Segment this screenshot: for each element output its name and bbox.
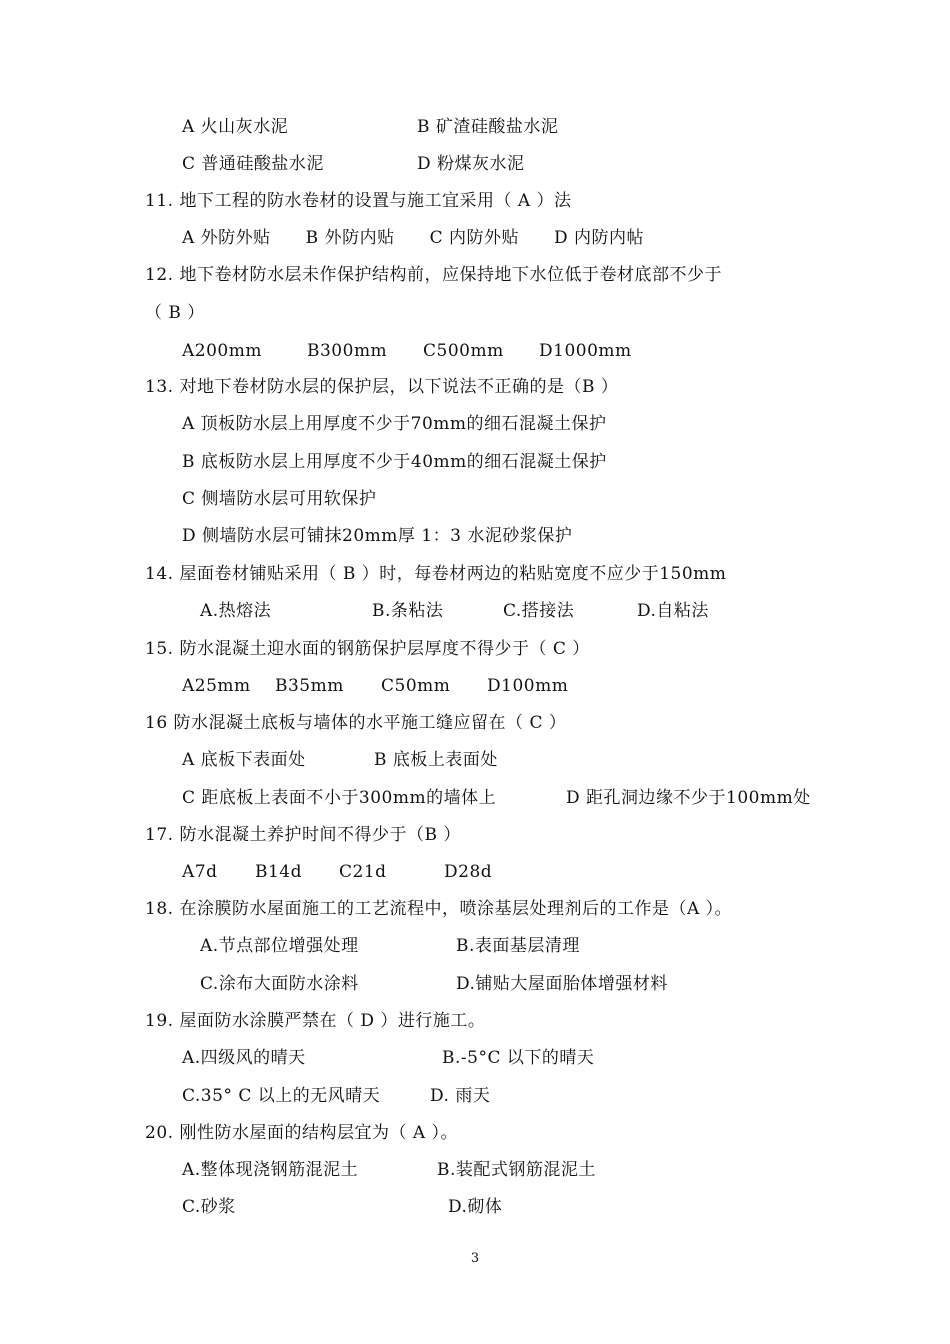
q13-option-a: A 顶板防水层上用厚度不少于70mm的细石混凝土保护 xyxy=(182,414,607,434)
q19-stem: 19. 屋面防水涂膜严禁在（ D ）进行施工。 xyxy=(145,1011,486,1031)
q11-options: A 外防外贴 B 外防内贴 C 内防外贴 D 内防内帖 xyxy=(182,228,645,248)
q17-option-d: D28d xyxy=(444,862,493,882)
q14-stem: 14. 屋面卷材铺贴采用（ B ）时，每卷材两边的粘贴宽度不应少于150mm xyxy=(145,564,727,584)
q14-option-c: C.搭接法 xyxy=(503,601,575,621)
q12-stem: 12. 地下卷材防水层未作保护结构前，应保持地下水位低于卷材底部不少于 xyxy=(145,265,722,285)
q12-option-a: A200mm xyxy=(182,341,262,361)
q10-option-a: A 火山灰水泥 xyxy=(182,117,289,137)
q18-option-b: B.表面基层清理 xyxy=(456,936,580,956)
q19-option-a: A.四级风的晴天 xyxy=(182,1048,306,1068)
q10-option-c: C 普通硅酸盐水泥 xyxy=(182,154,324,174)
q13-option-b: B 底板防水层上用厚度不少于40mm的细石混凝土保护 xyxy=(182,452,607,472)
q16-option-d: D 距孔洞边缘不少于100mm处 xyxy=(566,788,811,808)
q10-option-d: D 粉煤灰水泥 xyxy=(417,154,525,174)
q15-stem: 15. 防水混凝土迎水面的钢筋保护层厚度不得少于（ C ） xyxy=(145,639,590,659)
q20-option-d: D.砌体 xyxy=(448,1197,503,1217)
q12-stem-continued: （ B ） xyxy=(145,303,205,323)
q12-option-c: C500mm xyxy=(423,341,504,361)
q12-option-b: B300mm xyxy=(307,341,388,361)
q10-option-b: B 矿渣硅酸盐水泥 xyxy=(417,117,559,137)
q16-option-b: B 底板上表面处 xyxy=(374,750,498,770)
q19-option-c: C.35° C 以上的无风晴天 xyxy=(182,1086,381,1106)
q11-stem: 11. 地下工程的防水卷材的设置与施工宜采用（ A ）法 xyxy=(145,191,572,211)
q20-option-b: B.装配式钢筋混泥土 xyxy=(437,1160,596,1180)
q17-stem: 17. 防水混凝土养护时间不得少于（B ） xyxy=(145,825,461,845)
q16-stem: 16 防水混凝土底板与墙体的水平施工缝应留在（ C ） xyxy=(145,713,567,733)
q13-option-d: D 侧墙防水层可铺抹20mm厚 1：3 水泥砂浆保护 xyxy=(182,526,573,546)
q17-option-b: B14d xyxy=(255,862,303,882)
q15-option-b: B35mm xyxy=(275,676,344,696)
q15-option-d: D100mm xyxy=(487,676,569,696)
q18-option-a: A.节点部位增强处理 xyxy=(200,936,359,956)
q18-option-c: C.涂布大面防水涂料 xyxy=(200,974,359,994)
q13-stem: 13. 对地下卷材防水层的保护层，以下说法不正确的是（B ） xyxy=(145,377,619,397)
q17-option-a: A7d xyxy=(182,862,218,882)
page-number: 3 xyxy=(470,1251,480,1266)
q15-option-c: C50mm xyxy=(381,676,451,696)
q16-option-c: C 距底板上表面不小于300mm的墙体上 xyxy=(182,788,497,808)
q14-option-a: A.热熔法 xyxy=(200,601,272,621)
q16-option-a: A 底板下表面处 xyxy=(182,750,306,770)
q20-stem: 20. 刚性防水屋面的结构层宜为（ A ）。 xyxy=(145,1123,459,1143)
q14-option-b: B.条粘法 xyxy=(372,601,444,621)
q15-option-a: A25mm xyxy=(182,676,251,696)
q19-option-b: B.-5°C 以下的晴天 xyxy=(442,1048,595,1068)
q19-option-d: D. 雨天 xyxy=(430,1086,491,1106)
q18-stem: 18. 在涂膜防水屋面施工的工艺流程中，喷涂基层处理剂后的工作是（A ）。 xyxy=(145,899,733,919)
q20-option-c: C.砂浆 xyxy=(182,1197,236,1217)
q12-option-d: D1000mm xyxy=(539,341,632,361)
q20-option-a: A.整体现浇钢筋混泥土 xyxy=(182,1160,359,1180)
q18-option-d: D.铺贴大屋面胎体增强材料 xyxy=(456,974,668,994)
q13-option-c: C 侧墙防水层可用软保护 xyxy=(182,489,377,509)
q14-option-d: D.自粘法 xyxy=(637,601,709,621)
q17-option-c: C21d xyxy=(339,862,387,882)
